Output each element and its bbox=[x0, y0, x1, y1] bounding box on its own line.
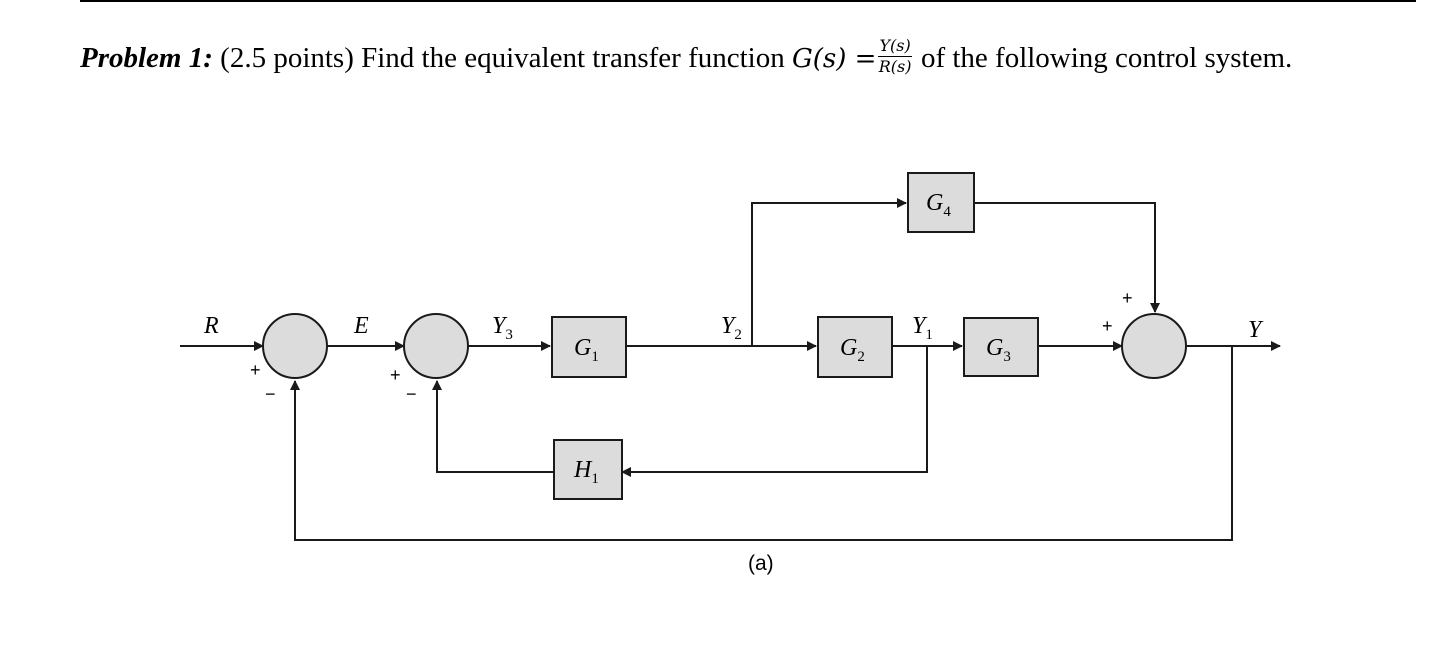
top-rule bbox=[80, 0, 1416, 2]
sign-sum3-left: + bbox=[1102, 316, 1113, 336]
line-h1-to-sum2 bbox=[437, 381, 554, 472]
signal-r-label: R bbox=[204, 313, 219, 339]
sign-sum1-input: + bbox=[250, 360, 261, 380]
problem-statement bbox=[80, 35, 1420, 108]
block-g4-label: $G_4$ bbox=[926, 190, 951, 220]
tf-numerator: Y(s) bbox=[879, 35, 911, 55]
signal-y3-label: $Y_3$ bbox=[492, 313, 513, 343]
sign-sum2-input: + bbox=[390, 365, 401, 385]
summing-junction-1 bbox=[263, 314, 327, 378]
signal-y1-label: $Y_1$ bbox=[912, 313, 933, 343]
summing-junction-3 bbox=[1122, 314, 1186, 378]
problem-text-after: of the following control system. bbox=[920, 42, 1293, 74]
block-g1-label: $G_1$ bbox=[574, 335, 599, 365]
sign-sum2-feedback: − bbox=[406, 384, 417, 404]
tf-denominator: R(s) bbox=[878, 56, 912, 76]
sign-sum1-feedback: − bbox=[265, 384, 276, 404]
block-diagram-svg bbox=[170, 170, 1305, 585]
diagram-caption: (a) bbox=[748, 552, 774, 575]
transfer-function-fraction bbox=[878, 37, 911, 76]
signal-e-label: E bbox=[354, 313, 369, 339]
signal-lines bbox=[180, 203, 1280, 540]
signal-y-label: Y bbox=[1248, 317, 1262, 343]
block-diagram bbox=[170, 170, 1305, 585]
block-g3-label: $G_3$ bbox=[986, 335, 1011, 365]
summing-junction-2 bbox=[404, 314, 468, 378]
sign-sum3-top: + bbox=[1122, 288, 1133, 308]
block-h1-label: $H_1$ bbox=[574, 457, 599, 487]
problem-points: (2.5 points) bbox=[220, 42, 354, 74]
problem-lead: Problem 1: bbox=[80, 42, 213, 74]
signal-y2-label: $Y_2$ bbox=[721, 313, 742, 343]
problem-text-before: Find the equivalent transfer function bbox=[361, 42, 785, 74]
block-g2-label: $G_2$ bbox=[840, 335, 865, 365]
transfer-function-symbol: G(s) = bbox=[791, 44, 877, 74]
